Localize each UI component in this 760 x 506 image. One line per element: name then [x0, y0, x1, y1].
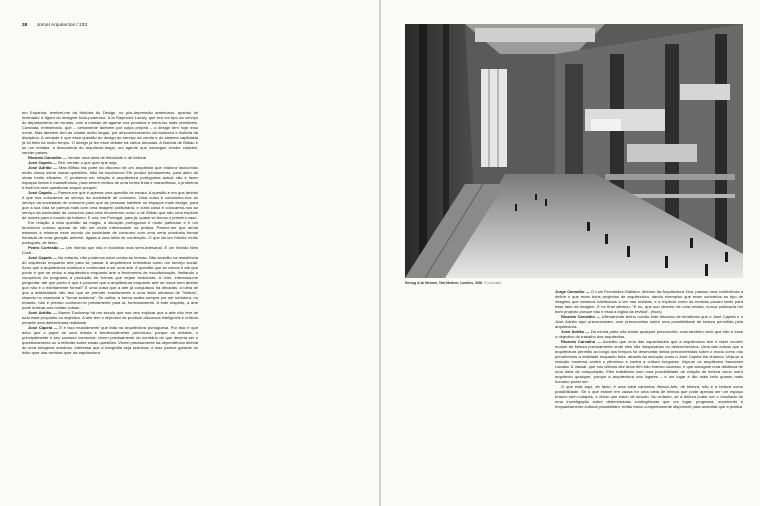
caption-credit: © nova arte	[484, 281, 502, 285]
speaker-name: Jorge Carvalho —	[555, 289, 590, 294]
paragraph-text: Marcel Duchamp há um século que nos veio explicar que a arte não tem de todo esse propósito ou objectivo. A arte tem o objectivo de produzir discursos inteligíveis e críticos perante uma determinada realidade.	[22, 310, 198, 325]
paragraph-text: em Espanha, lembrei-me da História do Design, no pós-depressão americano, quando foi inventado a figura do designer todo-poderoso, à la Raymond Loewy, que era um tipo ao serviço do departamento de vendas, com a missão de agarrar nos produtos e torná-los mais vendáveis. Constata, entristecido, que – certamente também por culpa própria – o design tem hoje mau nome. Mas também tem as costas muito largas, por desconhecimento da natureza e história da disciplina. A verdade é que essa questão do design ao serviço da venda e do sistema capitalista já foi feita há muito tempo. O design já fez esse debate há vários décadas. A história de Bilbau é só um remake, a descoberta do arquitecto-mago, um agente que consegue vender cidades, vender países.	[22, 110, 198, 155]
right-page	[381, 0, 760, 506]
paragraph	[22, 310, 198, 325]
paragraph-text: Acredito que uma das capacidades que a arquitectura tem é fazer ocorrer modos de beleza precisamente onde eles são inesperados ou desconhecidos. Uma das coisas que a arquitectura permitiu ao longo dos tempos foi desmontar ideias preconcebidas sobre o modo como nós percebemos a realidade enquanto bela, através da sedução como o José Capela lhe chamou. Veja-se a reacção moderna contra o pitoresco e contra a cultura burguesa. Veja-se os arquitectos franceses Lacaton & Vassal, que nos últimos dez anos têm tido imenso sucesso, e que advogam uma distância de uma ideia de composição. Eles trabalham com uma possibilidade de criação de beleza como outro arquitecto qualquer, porque a arquitectura cria lugares – e um lugar é tão mais belo quanto mais humano puder ser.	[555, 339, 743, 384]
speaker-name: José Adrião —	[561, 329, 590, 334]
right-text-column	[555, 289, 743, 409]
speaker-name: Ricardo Carvalho —	[561, 314, 601, 319]
left-page	[0, 0, 379, 506]
paragraph-text: Vender uma ideia de felicidade e de beleza!	[67, 155, 147, 160]
paragraph	[22, 245, 198, 255]
paragraph	[22, 325, 198, 355]
speaker-name: José Capela —	[28, 255, 57, 260]
paragraph	[22, 220, 198, 245]
journal-title: Jornal Arquitectos / 233	[36, 22, 88, 27]
paragraph-text: Sim, vender o que quer que seja.	[57, 160, 118, 165]
speaker-name: José Capela —	[28, 190, 57, 195]
paragraph-text: Um híbrido que não é industrial mas semi-artesanal. É um híbrido New Craft...	[22, 245, 198, 255]
page-number: 38	[22, 22, 28, 27]
speaker-name: Ricardo Carvalho —	[28, 155, 67, 160]
paragraph	[22, 255, 198, 310]
paragraph-text: E é isso exactamente que falta na arquitectura portuguesa. Por isso é que acho que o papel de uma revista é tendencialmente pernicioso, porque os revistas, o principalmente o seu sucesso comercial, vivem precisamente do contrário do que deveria ser o questionamento ou a reflexão sobre essas questões. Vivem precisamente da dependência directa de uma fotogenia ortodoxa. Interessa que a fotografia seja sedutora, e isso parece garante do êxito quer das revistas quer da arquitectura.	[22, 325, 199, 355]
paragraph-text: O que está aqui, de facto, é uma ideia canónica, Beaux-Arts, de beleza, não é a beleza como possibilidade. Se o que estiver em causa for uma ideia de beleza que pode apenas ser um espaço branco sem rodapés, é óbvio que estou de acordo. No entanto, se a beleza puder ser o resultado de uma investigação sobre determinadas contingências que um lugar, programa, orçamento e enquadramento cultural possibilitam, então estou completamente disponível para acreditar que a prática	[555, 384, 743, 409]
paragraph-text: Em relação a esta questão da magia, a situação portuguesa é muito particular e é um fenómeno curioso apesar de não ser muito interessante na prática. Parece-me que ainda estamos a misturar esse mundo da sociedade de consumo com uma certa ortodoxia formal herdada de uma geração anterior, ligada a uma ideia de contenção. O que dá um híbrido muito português, de facto.	[22, 220, 198, 245]
paragraph	[22, 165, 198, 190]
caption-text: Herzog & de Meuron, Tate Modern, Londres, 2000.	[405, 281, 484, 285]
left-text-column	[22, 110, 198, 355]
speaker-name: Ricardo Carvalho —	[561, 339, 602, 344]
tate-modern-turbine-hall-photo	[405, 24, 743, 278]
paragraph-text: O Luís Fernández-Galliano, director da Arquitectura Viva, passou uma conferência a definir o que eram bons projectos de arquitectura, dando exemplos que eram contrários ao tipo de imagens que estamos habituados a ver nas revistas, e a explicar como as revistas puxam tanto para esse lado da imagem. E no final afirmou: "E eu, que sou director de uma revista, nunca publicaria um bom projecto porque não é essa a lógica da revista". (risos)	[555, 289, 743, 314]
speaker-name: José Adrião —	[28, 165, 58, 170]
photo-caption	[405, 281, 545, 285]
paragraph	[22, 190, 198, 220]
folio	[22, 22, 87, 27]
speaker-name: José Adrião —	[28, 310, 57, 315]
paragraph-text: Mas Bilbau faz parte do discurso de um arquitecto que elabora raciocínios muito claros sobre essas questões. Não há equívocos! Ele produz pensamento, para além de obras muito eficazes. O problema em relação à arquitectura portuguesa actual não é fazer espaços lindos e maravilhosos, para serem vividos de uma forma linda e maravilhosa, o problema é fazê-los sem questionar sequer porquê!	[22, 165, 199, 190]
paragraph	[555, 289, 743, 314]
paragraph-text: Da minha parte não existe qualquer preconceito, mas também creio que não é esse o objectivo do trabalho dos arquitectos.	[555, 329, 744, 339]
paragraph	[555, 384, 743, 409]
speaker-name: Pedro Cortesão —	[28, 245, 65, 250]
paragraph-text: Ultimamente tenho ouvido este discurso de tendência que o José Capela e o José Adrião aqui preconizaram, com preconceitos sobre uma possibilidade de beleza permitida pela arquitectura.	[555, 314, 743, 329]
paragraph	[555, 329, 743, 339]
speaker-name: José Capela —	[28, 160, 57, 165]
paragraph	[22, 110, 198, 155]
paragraph	[555, 339, 743, 384]
paragraph-text: No entanto, não podemos estar contra as formas. Não acredito na resistência do arquitecto enquanto arte para se passar à arquitectura entendida como um serviço social. Acho que a arquitectura continua e continuará a ser uma arte. A questão que se coloca é até que ponto é que se reduz a arquitectura enquanto arte a fenómenos de esculturização, limitando o cumprindo do programa à produção de formas que sejam sedutoras. A mim, interessa-me perguntar: até que ponto é que é possível que a arquitectura enquanto arte se mova num âmbito que não é o estritamente formal? É uma coisa que a arte já conquistou há décadas: a ideia de que a artisticidade não tem que se prender exactamente a uma ideia ortodoxa de "beleza", visando no essencial a "forma sedutora". Se calhar, a forma acaba sempre por ser sedutora, no entanto, não é preciso conhecer-te previamente para iá, formosamente. A este respeito, a arte pode ensinar-nos muitas coisas...	[22, 255, 199, 310]
speaker-name: José Capela —	[28, 325, 58, 330]
paragraph	[555, 314, 743, 329]
paragraph-text: Parece-me que é apenas uma questão de escala. A questão é em que âmbito é que nos colocamos ao serviço da sociedade de consumo. Uma coisa é colocarmo-nos ao serviço da sociedade de consumo para que as pessoas habitem os espaços mais design, para que a sua vida se pareça mais com uma imagem publicitária, e outra coisa é colocarmo-nos ao serviço da sociedade de consumo para criar fenómenos como o de Bilbau que são uma espécie de ícones para o mundo do turismo. E nós, em Portugal, para já, quase só temos o primeiro caso.	[22, 190, 199, 220]
